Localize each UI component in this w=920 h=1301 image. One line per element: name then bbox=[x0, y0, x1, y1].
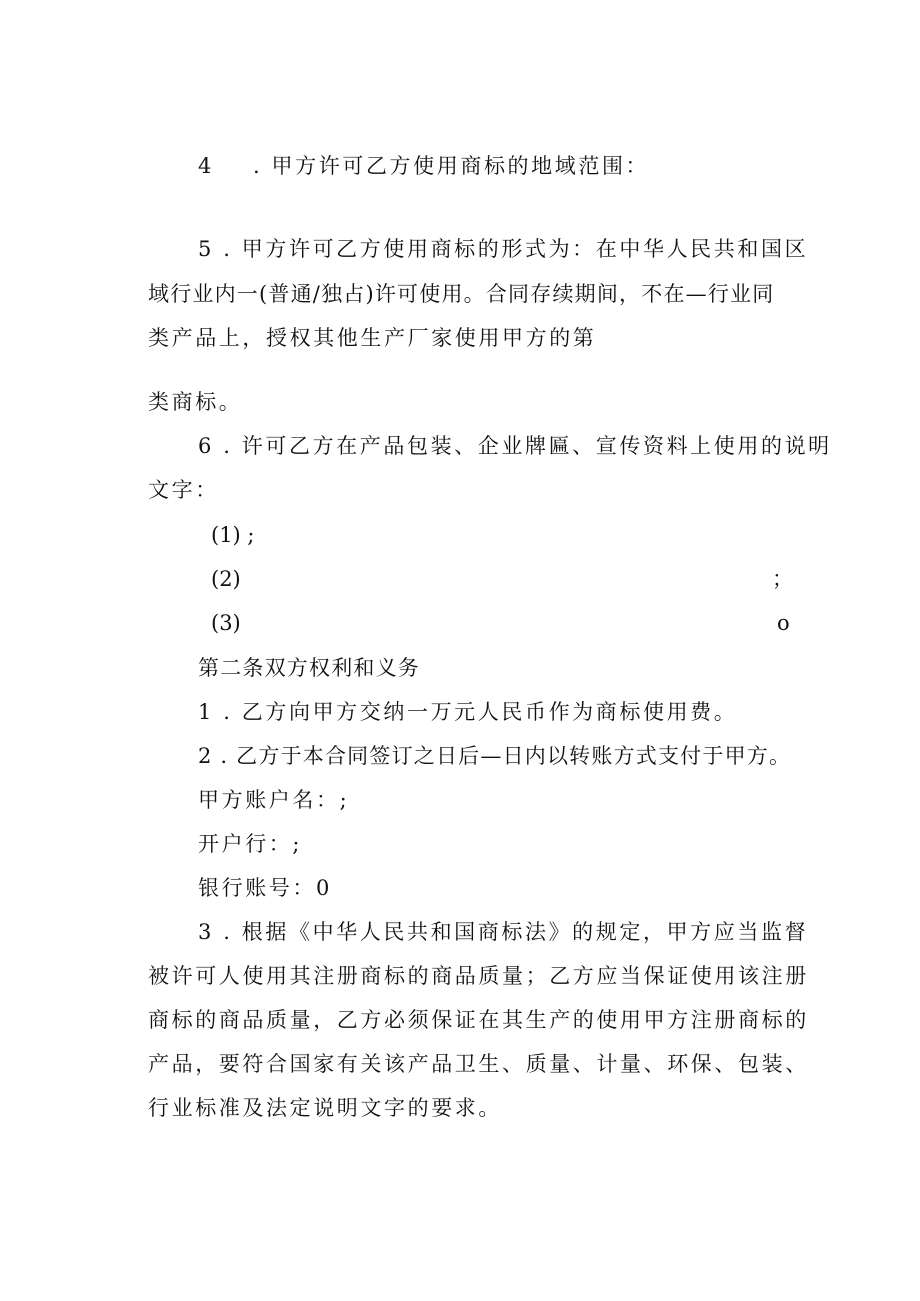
clause6-item1-label: (1) ; bbox=[211, 523, 255, 547]
clause6-item2-label: (2) bbox=[211, 567, 241, 591]
article2-item3-line1: 3 . 根据《中华人民共和国商标法》的规定，甲方应当监督 bbox=[198, 920, 809, 944]
clause6-item3-end: o bbox=[777, 611, 790, 635]
article2-account-name: 甲方账户名：; bbox=[198, 788, 350, 812]
article2-item3-line2: 被许可人使用其注册商标的商品质量；乙方应当保证使用该注册 bbox=[148, 964, 809, 988]
clause6-line1: 6 . 许可乙方在产品包装、企业牌匾、宣传资料上使用的说明 bbox=[198, 434, 832, 458]
article2-item3-line3: 商标的商品质量，乙方必须保证在其生产的使用甲方注册商标的 bbox=[148, 1008, 809, 1032]
article2-item3-line4: 产品，要符合国家有关该产品卫生、质量、计量、环保、包装、 bbox=[148, 1052, 809, 1076]
clause5-line2: 域行业内一(普通/独占)许可使用。合同存续期间，不在—行业同 bbox=[148, 282, 775, 306]
clause5-line4: 类商标。 bbox=[148, 390, 243, 414]
clause5-line1: 5 . 甲方许可乙方使用商标的形式为：在中华人民共和国区 bbox=[198, 237, 809, 261]
article2-item1: 1 . 乙方向甲方交纳一万元人民币作为商标使用费。 bbox=[198, 700, 738, 724]
clause6-item3-label: (3) bbox=[211, 611, 241, 635]
clause5-line3: 类产品上，授权其他生产厂家使用甲方的第 bbox=[148, 326, 597, 350]
article2-item2: 2 . 乙方于本合同签订之日后—日内以转账方式支付于甲方。 bbox=[198, 744, 792, 768]
clause4-number: 4 bbox=[198, 154, 212, 178]
article2-heading: 第二条双方权利和义务 bbox=[198, 656, 420, 680]
clause6-item2-end: ； bbox=[772, 567, 793, 591]
article2-bank: 开户行：; bbox=[198, 832, 303, 856]
clause4-text: . 甲方许可乙方使用商标的地域范围： bbox=[253, 154, 650, 178]
clause6-line2: 文字： bbox=[148, 478, 219, 502]
article2-item3-line5: 行业标准及法定说明文字的要求。 bbox=[148, 1096, 502, 1120]
article2-account-no: 银行账号：0 bbox=[198, 876, 332, 900]
